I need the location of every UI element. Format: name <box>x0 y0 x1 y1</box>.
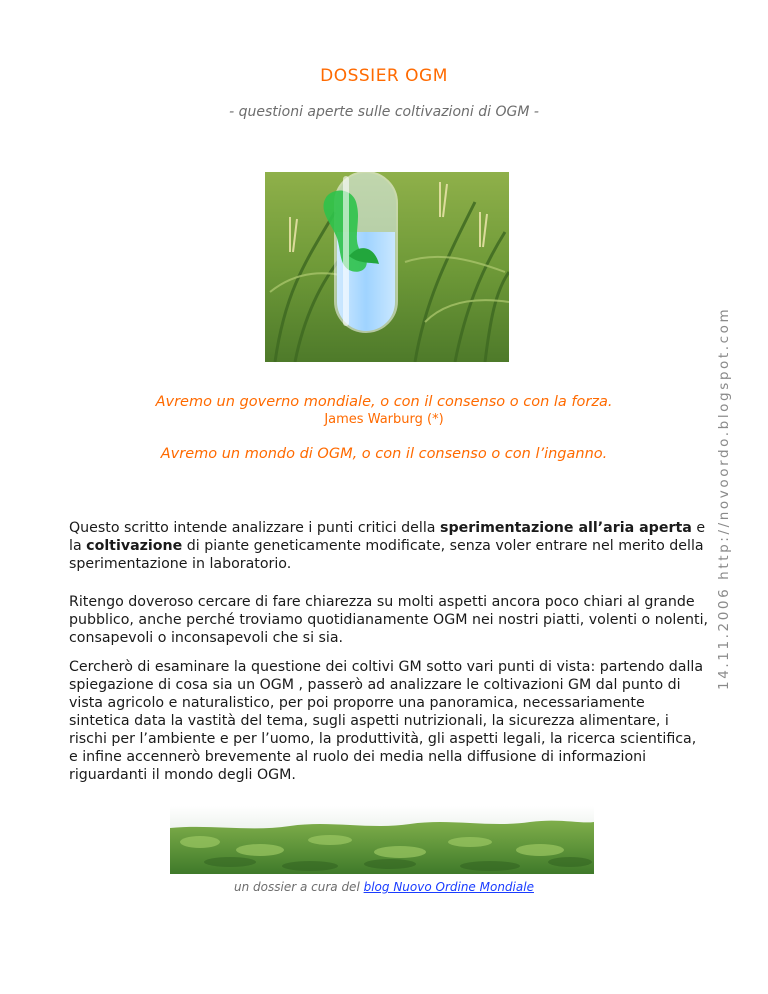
intro-text-2: e la <box>69 520 706 554</box>
quote-ogm: Avremo un mondo di OGM, o con il consenso o con l’inganno. <box>160 446 608 462</box>
intro-text-1: Questo scritto intende analizzare i punti critici della <box>69 520 440 536</box>
quote-author: James Warburg (*) <box>324 412 444 427</box>
intro-text-3: di piante geneticamente modificate, senza voler entrare nel merito della sperimentazione in laboratorio. <box>69 538 704 572</box>
corn-test-tube-image <box>265 172 509 362</box>
field-strip-image <box>170 806 594 874</box>
document-title: DOSSIER OGM <box>320 66 448 86</box>
credit-prefix: un dossier a cura del <box>234 880 364 894</box>
clarity-paragraph: Ritengo doveroso cercare di fare chiarezza su molti aspetti ancora poco chiari al grande pubblico, anche perché troviamo quotidianamente OGM nei nostri piatti, volenti o nolenti, consapevoli o inconsapevoli che si sia. <box>69 594 709 646</box>
intro-bold-cultivation: coltivazione <box>86 538 183 554</box>
document-subtitle: - questioni aperte sulle coltivazioni di OGM - <box>229 104 539 120</box>
blog-link[interactable]: blog Nuovo Ordine Mondiale <box>363 880 534 894</box>
side-date-url: 14.11.2006 http://novoordo.blogspot.com <box>716 306 732 690</box>
intro-paragraph <box>69 519 709 573</box>
outline-paragraph: Cercherò di esaminare la questione dei coltivi GM sotto vari punti di vista: partendo dalla spiegazione di cosa sia un OGM , passerò ad analizzare le coltivazioni GM dal punto di vista agricolo e naturalistico, per poi proporre una panoramica, necessariamente sintetica data la vastità del tema, sugli aspetti nutrizionali, la sicurezza alimentare, i rischi per l’ambiente e per l’uomo, la produttività, gli aspetti legali, la ricerca scientifica, e infine accennerò brevemente al ruolo dei media nella diffusione di informazioni riguardanti il mondo degli OGM. <box>69 659 704 783</box>
intro-bold-experiment: sperimentazione all’aria aperta <box>440 520 692 536</box>
quote-warburg: Avremo un governo mondiale, o con il consenso o con la forza. <box>155 394 613 410</box>
credit-line <box>0 880 768 894</box>
